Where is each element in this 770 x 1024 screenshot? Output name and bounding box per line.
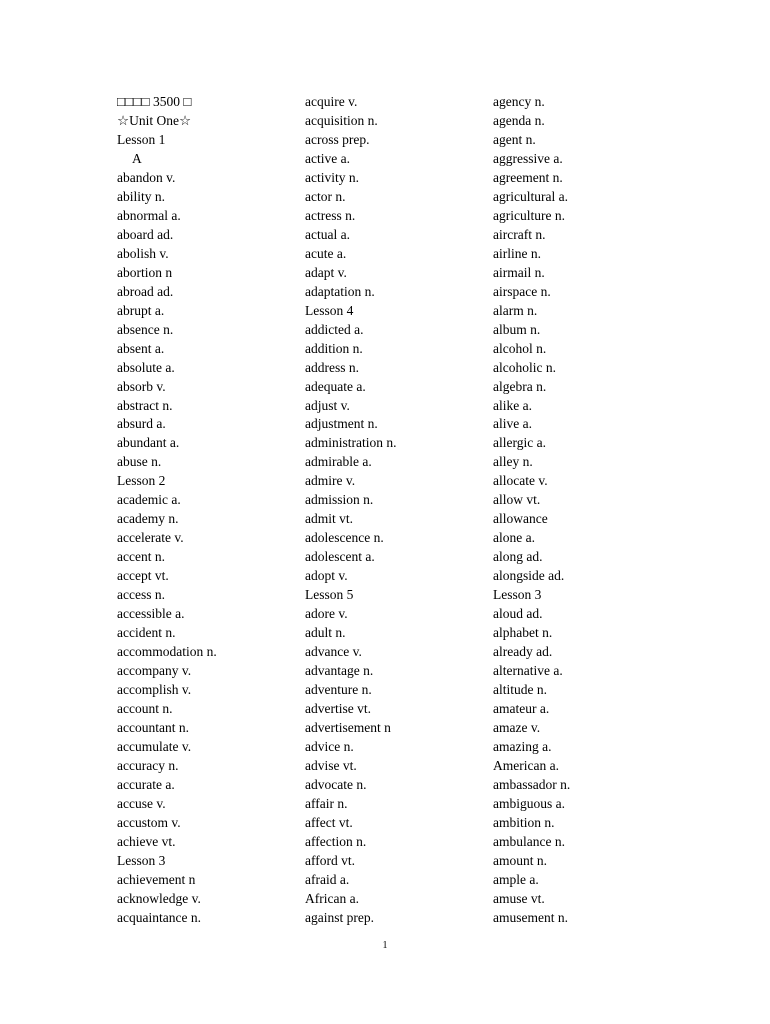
word-entry: advocate n. — [305, 776, 367, 792]
word-column-3 — [493, 93, 673, 928]
word-entry: algebra n. — [493, 378, 547, 394]
word-entry: admire v. — [305, 473, 356, 489]
word-entry: adopt v. — [305, 568, 348, 584]
word-entry: adjustment n. — [305, 416, 378, 432]
word-entry: alcohol n. — [493, 340, 547, 356]
word-entry: amateur a. — [493, 701, 550, 716]
word-entry: agriculture n. — [493, 207, 565, 223]
word-entry: accelerate v. — [117, 530, 184, 546]
word-entry: addicted a. — [305, 321, 364, 337]
word-entry: address n. — [305, 359, 359, 375]
word-entry: alley n. — [493, 454, 533, 470]
section-heading: Lesson 4 — [305, 302, 354, 318]
word-entry: accustom v. — [117, 814, 181, 830]
word-entry: advertise vt. — [305, 701, 371, 716]
word-entry: adapt v. — [305, 264, 347, 280]
word-entry: abuse n. — [117, 454, 162, 470]
word-entry: agent n. — [493, 131, 536, 147]
word-entry: ambiguous a. — [493, 795, 565, 811]
word-entry: airspace n. — [493, 283, 551, 299]
word-entry: accumulate v. — [117, 738, 192, 754]
word-entry: advertisement n — [305, 719, 391, 735]
section-heading: A — [132, 150, 142, 166]
word-entry: aloud ad. — [493, 606, 543, 622]
word-entry: achieve vt. — [117, 833, 176, 849]
word-entry: accomplish v. — [117, 682, 192, 698]
word-entry: active a. — [305, 150, 350, 166]
word-entry: along ad. — [493, 549, 543, 565]
word-entry: amaze v. — [493, 719, 541, 735]
word-entry: adjust v. — [305, 397, 350, 413]
word-entry: abroad ad. — [117, 283, 174, 299]
word-entry: alternative a. — [493, 663, 563, 679]
word-entry: advise vt. — [305, 757, 357, 773]
word-entry: allow vt. — [493, 492, 541, 508]
word-entry: airmail n. — [493, 264, 545, 280]
word-entry: alcoholic n. — [493, 359, 556, 375]
word-entry: American a. — [493, 757, 559, 773]
word-entry: ambulance n. — [493, 833, 565, 849]
word-entry: allergic a. — [493, 435, 546, 451]
word-entry: actual a. — [305, 226, 350, 242]
word-entry: accept vt. — [117, 568, 169, 584]
word-entry: alike a. — [493, 397, 532, 413]
word-entry: adult n. — [305, 625, 346, 641]
word-entry: accident n. — [117, 625, 176, 641]
section-heading: Lesson 1 — [117, 131, 166, 147]
word-entry: absence n. — [117, 321, 174, 337]
word-entry: advice n. — [305, 738, 354, 754]
word-entry: abundant a. — [117, 435, 180, 451]
word-entry: alone a. — [493, 530, 535, 546]
word-entry: achievement n — [117, 871, 196, 887]
page-number: 1 — [382, 940, 388, 951]
word-entry: alphabet n. — [493, 625, 553, 641]
word-entry: ability n. — [117, 188, 165, 204]
word-entry: allocate v. — [493, 473, 548, 489]
section-heading: Lesson 3 — [117, 852, 166, 868]
word-entry: academic a. — [117, 492, 181, 508]
word-entry: afford vt. — [305, 852, 355, 868]
word-entry: activity n. — [305, 169, 359, 185]
word-column-1 — [117, 93, 297, 928]
word-entry: absolute a. — [117, 359, 175, 375]
word-entry: accountant n. — [117, 719, 189, 735]
word-entry: admirable a. — [305, 454, 372, 470]
word-entry: aggressive a. — [493, 150, 563, 166]
word-entry: administration n. — [305, 435, 397, 451]
word-entry: alongside ad. — [493, 568, 565, 584]
word-entry: accompany v. — [117, 663, 192, 679]
word-entry: agricultural a. — [493, 188, 568, 204]
word-entry: acquaintance n. — [117, 909, 201, 925]
word-entry: access n. — [117, 587, 165, 603]
word-entry: amusement n. — [493, 909, 568, 925]
word-entry: affect vt. — [305, 814, 353, 830]
word-entry: ambassador n. — [493, 776, 571, 792]
word-entry: admit vt. — [305, 511, 353, 527]
word-entry: amuse vt. — [493, 890, 545, 906]
word-entry: addition n. — [305, 340, 363, 356]
word-entry: accent n. — [117, 549, 165, 565]
word-entry: across prep. — [305, 131, 370, 147]
word-entry: affair n. — [305, 795, 348, 811]
word-entry: actor n. — [305, 188, 346, 204]
section-heading: □□□□ 3500 □ — [117, 94, 192, 109]
word-entry: adore v. — [305, 606, 348, 622]
word-entry: alarm n. — [493, 302, 538, 318]
word-entry: aircraft n. — [493, 226, 546, 242]
word-entry: acquisition n. — [305, 112, 378, 128]
word-entry: allowance — [493, 511, 548, 527]
word-entry: agency n. — [493, 94, 545, 109]
word-entry: alive a. — [493, 416, 532, 432]
word-entry: already ad. — [493, 644, 553, 660]
word-entry: affection n. — [305, 833, 367, 849]
word-entry: absent a. — [117, 340, 165, 356]
word-entry: accuracy n. — [117, 757, 179, 773]
word-entry: adolescence n. — [305, 530, 384, 546]
word-entry: accessible a. — [117, 606, 185, 622]
word-entry: adventure n. — [305, 682, 372, 698]
word-entry: advance v. — [305, 644, 362, 660]
word-entry: accommodation n. — [117, 644, 217, 660]
section-heading: ☆Unit One☆ — [117, 112, 192, 128]
word-entry: against prep. — [305, 909, 374, 925]
word-entry: acute a. — [305, 245, 347, 261]
word-entry: ambition n. — [493, 814, 555, 830]
word-entry: abnormal a. — [117, 207, 181, 223]
word-entry: adolescent a. — [305, 549, 375, 565]
section-heading: Lesson 2 — [117, 473, 166, 489]
word-entry: adaptation n. — [305, 283, 375, 299]
word-entry: abstract n. — [117, 397, 173, 413]
word-entry: African a. — [305, 890, 359, 906]
word-entry: adequate a. — [305, 378, 366, 394]
word-entry: admission n. — [305, 492, 374, 508]
word-entry: album n. — [493, 321, 541, 337]
word-entry: abandon v. — [117, 169, 176, 185]
word-entry: actress n. — [305, 207, 356, 223]
word-entry: amount n. — [493, 852, 547, 868]
word-entry: accuse v. — [117, 795, 166, 811]
word-entry: absurd a. — [117, 416, 166, 432]
word-entry: airline n. — [493, 245, 541, 261]
word-entry: aboard ad. — [117, 226, 174, 242]
word-entry: acknowledge v. — [117, 890, 201, 906]
word-column-2 — [305, 93, 485, 928]
word-entry: ample a. — [493, 871, 539, 887]
word-entry: abolish v. — [117, 245, 169, 261]
word-entry: abortion n — [117, 264, 173, 280]
word-entry: agreement n. — [493, 169, 563, 185]
word-entry: accurate a. — [117, 776, 175, 792]
section-heading: Lesson 5 — [305, 587, 354, 603]
word-entry: afraid a. — [305, 871, 350, 887]
word-entry: acquire v. — [305, 94, 358, 109]
section-heading: Lesson 3 — [493, 587, 542, 603]
word-entry: account n. — [117, 701, 173, 716]
word-entry: advantage n. — [305, 663, 374, 679]
word-entry: altitude n. — [493, 682, 547, 698]
word-entry: agenda n. — [493, 112, 545, 128]
word-entry: abrupt a. — [117, 302, 165, 318]
word-entry: absorb v. — [117, 378, 166, 394]
word-entry: amazing a. — [493, 738, 552, 754]
word-entry: academy n. — [117, 511, 179, 527]
